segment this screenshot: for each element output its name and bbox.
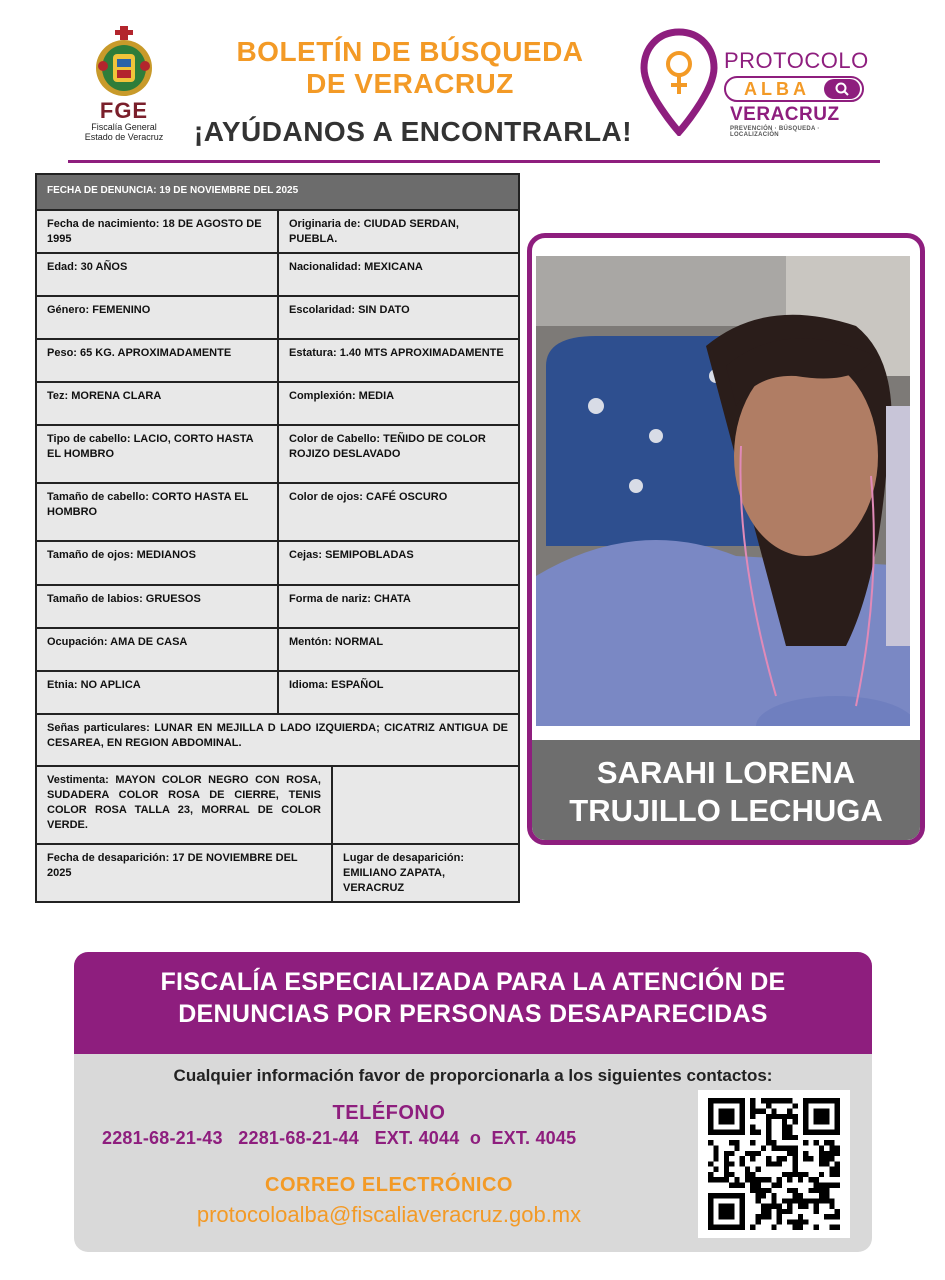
clothing: Vestimenta: MAYON COLOR NEGRO CON ROSA, SUDADERA COLOR ROSA DE CIERRE, TENIS COLOR ROSA TALLA 23, MORRAL DE COLOR VERDE.: [37, 767, 333, 843]
table-row: [37, 175, 518, 209]
table-row: [37, 381, 518, 424]
alba-line3: VERACRUZ: [730, 104, 840, 125]
fge-name-line1: Fiscalía General: [91, 122, 157, 132]
empty-cell: [333, 767, 518, 843]
table-row: [37, 209, 518, 252]
origin: Originaria de: CIUDAD SERDAN, PUEBLA.: [289, 218, 459, 245]
person-data-table: [35, 173, 520, 903]
table-row: [37, 627, 518, 670]
photo-card: [527, 233, 925, 845]
person-name: [532, 740, 920, 840]
skin: Tez: MORENA CLARA: [37, 383, 279, 424]
disappearance-date: Fecha de desaparición: 17 DE NOVIEMBRE DEL 2025: [37, 845, 333, 901]
birth-date: Fecha de nacimiento: 18 DE AGOSTO DE 1995: [37, 211, 279, 252]
fge-name-line2: Estado de Veracruz: [84, 132, 164, 142]
hair-type: Tipo de cabello: LACIO, CORTO HASTA EL HOMBRO: [37, 426, 279, 482]
location-pin-female-icon: [640, 28, 718, 136]
agency-line2: DENUNCIAS POR PERSONAS DESAPARECIDAS: [178, 1000, 768, 1028]
table-row: [37, 765, 518, 843]
coat-of-arms-icon: [93, 26, 155, 98]
table-row: [37, 338, 518, 381]
nose: Forma de nariz: CHATA: [289, 593, 411, 605]
table-row: [37, 584, 518, 627]
qr-code-icon[interactable]: [698, 1090, 850, 1238]
eyebrows: Cejas: SEMIPOBLADAS: [289, 549, 414, 561]
distinguishing-marks: Señas particulares: LUNAR EN MEJILLA D LADO IZQUIERDA; CICATRIZ ANTIGUA DE CESAREA, EN REGION ABDOMINAL.: [47, 722, 508, 749]
person-name-line1: SARAHI LORENA: [596, 755, 856, 790]
protocolo-alba-logo: [640, 28, 870, 138]
missing-person-photo: [536, 256, 910, 726]
report-date: FECHA DE DENUNCIA: 19 DE NOVIEMBRE DEL 2025: [47, 185, 299, 196]
bulletin-title-line2: DE VERACRUZ: [306, 68, 514, 99]
alba-line2: ALBA: [744, 79, 810, 99]
language: Idioma: ESPAÑOL: [289, 679, 384, 691]
agency-banner: [74, 952, 872, 1054]
table-row: [37, 295, 518, 338]
ethnicity: Etnia: NO APLICA: [37, 672, 279, 713]
height: Estatura: 1.40 MTS APROXIMADAMENTE: [289, 347, 504, 359]
alba-line1: PROTOCOLO: [724, 48, 869, 73]
hair-color: Color de Cabello: TEÑIDO DE COLOR ROJIZO DESLAVADO: [289, 433, 486, 460]
photo-illustration: [536, 256, 910, 726]
header: [0, 0, 945, 170]
table-row: [37, 540, 518, 584]
help-title: ¡AYÚDANOS A ENCONTRARLA!: [193, 116, 633, 147]
search-icon: [824, 79, 860, 99]
table-row: [37, 713, 518, 765]
schooling: Escolaridad: SIN DATO: [289, 304, 410, 316]
nationality: Nacionalidad: MEXICANA: [289, 261, 423, 273]
occupation: Ocupación: AMA DE CASA: [37, 629, 279, 670]
age: Edad: 30 AÑOS: [37, 254, 279, 295]
fge-abbr: FGE: [99, 98, 149, 123]
build: Complexión: MEDIA: [289, 390, 395, 402]
bulletin-title: [200, 36, 620, 100]
phone-label: TELÉFONO: [332, 1102, 446, 1124]
person-name-line2: TRUJILLO LECHUGA: [569, 793, 883, 828]
table-row: [37, 252, 518, 295]
table-row: [37, 424, 518, 482]
phone-numbers[interactable]: 2281-68-21-43 2281-68-21-44 EXT. 4044 o EXT. 4045: [102, 1128, 577, 1148]
lip-size: Tamaño de labios: GRUESOS: [37, 586, 279, 627]
bulletin-title-line1: BOLETÍN DE BÚSQUEDA: [236, 36, 584, 67]
table-row: [37, 843, 518, 901]
alba-line2-box: [724, 76, 864, 102]
eye-color: Color de ojos: CAFÉ OSCURO: [289, 491, 448, 503]
table-row: [37, 482, 518, 540]
alba-tagline: PREVENCIÓN · BÚSQUEDA · LOCALIZACIÓN: [730, 126, 820, 138]
table-row: [37, 670, 518, 713]
fge-logo: [76, 26, 172, 151]
contact-panel: [74, 1054, 872, 1252]
email-label: CORREO ELECTRÓNICO: [265, 1174, 513, 1196]
disappearance-place: Lugar de desaparición: EMILIANO ZAPATA, VERACRUZ: [343, 852, 465, 894]
email-link[interactable]: protocoloalba@fiscaliaveracruz.gob.mx: [196, 1202, 582, 1227]
gender: Género: FEMENINO: [37, 297, 279, 338]
header-divider: [68, 160, 880, 163]
eye-size: Tamaño de ojos: MEDIANOS: [37, 542, 279, 584]
agency-line1: FISCALÍA ESPECIALIZADA PARA LA ATENCIÓN DE: [160, 968, 786, 996]
hair-length: Tamaño de cabello: CORTO HASTA EL HOMBRO: [37, 484, 279, 540]
chin: Mentón: NORMAL: [289, 636, 384, 648]
contact-intro: Cualquier información favor de proporcionarla a los siguientes contactos:: [173, 1066, 773, 1085]
weight: Peso: 65 KG. APROXIMADAMENTE: [37, 340, 279, 381]
